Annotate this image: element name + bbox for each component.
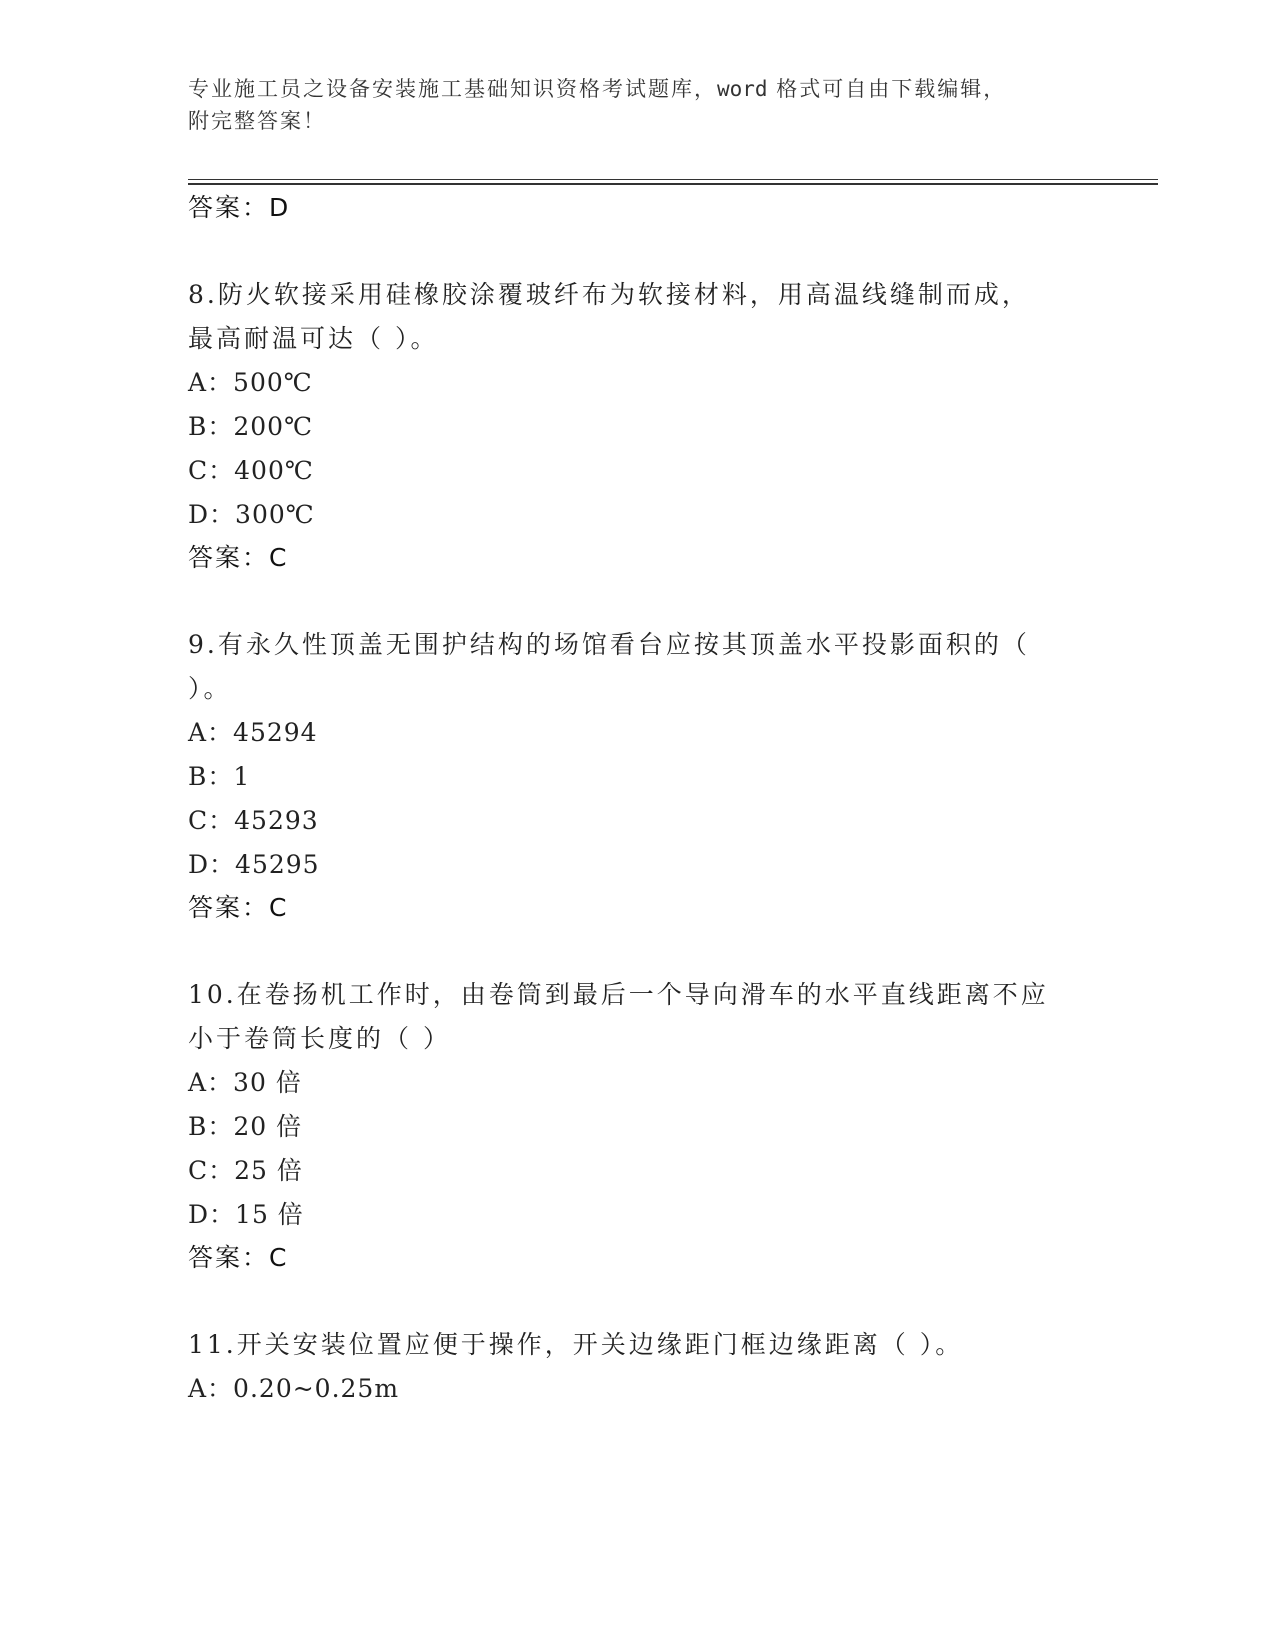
question-10-stem-line-2: 小于卷筒长度的（ ）: [188, 1024, 451, 1053]
question-9-option-c: C：45293: [188, 806, 319, 835]
question-10-option-c: C：25 倍: [188, 1156, 303, 1185]
question-11-stem-line-1: 11.开关安装位置应便于操作，开关边缘距门框边缘距离（ ）。: [188, 1330, 964, 1359]
question-11-option-a: A：0.20~0.25m: [188, 1374, 400, 1403]
document-header: [188, 73, 1068, 137]
question-8-stem-line-1: 8.防火软接采用硅橡胶涂覆玻纤布为软接材料，用高温线缝制而成，: [188, 280, 1030, 309]
header-word-label: word: [717, 77, 768, 101]
question-8-option-c: C：400℃: [188, 456, 314, 485]
question-9-option-a: A：45294: [188, 718, 318, 747]
question-10-option-d: D：15 倍: [188, 1200, 304, 1229]
header-text-a: 专业施工员之设备安装施工基础知识资格考试题库，: [188, 77, 717, 101]
header-line-1: [188, 73, 1068, 105]
question-9-stem-line-2: ）。: [188, 674, 232, 703]
question-9-stem-line-1: 9.有永久性顶盖无围护结构的场馆看台应按其顶盖水平投影面积的（: [188, 630, 1030, 659]
question-8-option-a: A：500℃: [188, 368, 313, 397]
question-10-stem-line-1: 10.在卷扬机工作时，由卷筒到最后一个导向滑车的水平直线距离不应: [188, 980, 1049, 1009]
question-10-option-a: A：30 倍: [188, 1068, 302, 1097]
header-rule-thin: [188, 179, 1158, 180]
header-line-2: 附完整答案！: [188, 109, 326, 133]
question-8-answer: 答案：C: [188, 543, 289, 572]
question-8-option-b: B：200℃: [188, 412, 314, 441]
question-10-option-b: B：20 倍: [188, 1112, 303, 1141]
question-8-stem-line-2: 最高耐温可达（ ）。: [188, 324, 439, 353]
question-9-option-b: B：1: [188, 762, 251, 791]
header-text-b: 格式可自由下载编辑，: [776, 77, 1007, 101]
question-10-answer: 答案：C: [188, 1243, 289, 1272]
header-rule-thick: [188, 183, 1158, 185]
previous-answer: 答案：D: [188, 193, 291, 222]
question-9-answer: 答案：C: [188, 893, 289, 922]
question-8-option-d: D：300℃: [188, 500, 315, 529]
question-9-option-d: D：45295: [188, 850, 320, 879]
